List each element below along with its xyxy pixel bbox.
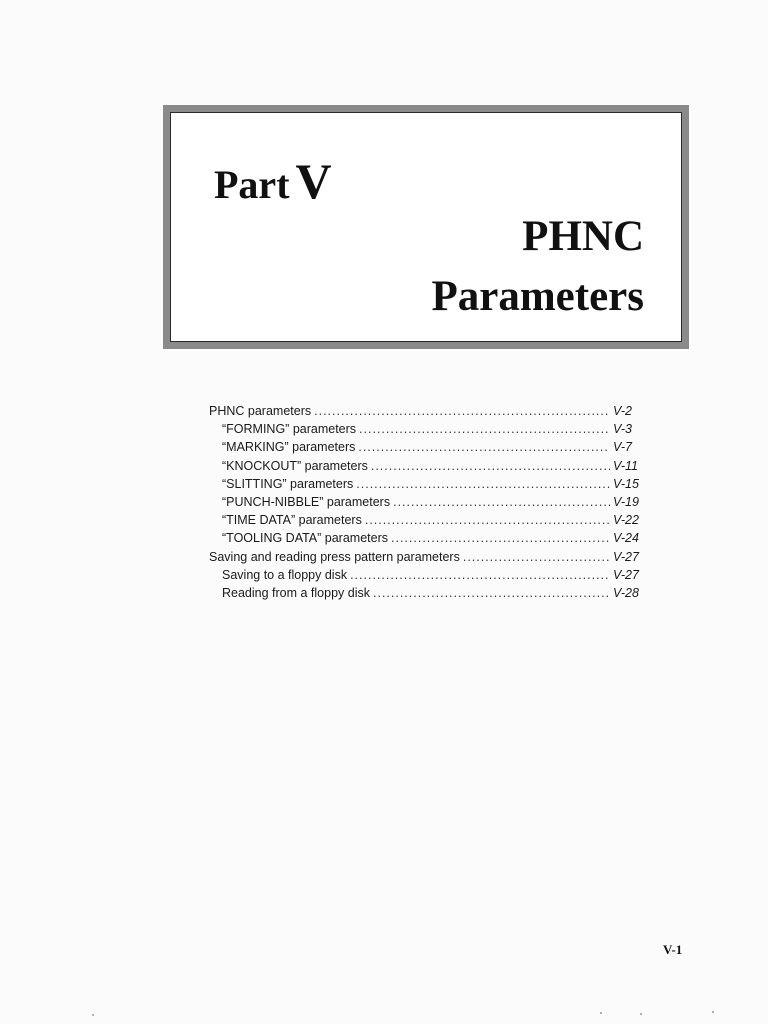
- part-title-line-1: PHNC: [522, 213, 644, 260]
- toc-leader-dots: [359, 420, 610, 438]
- toc-entry[interactable]: [209, 511, 641, 529]
- toc-entry-page: V-28: [613, 585, 639, 600]
- toc-entry-page: V-19: [613, 494, 639, 509]
- toc-entry-page: V-22: [613, 513, 639, 528]
- toc-entry-label: “TOOLING DATA” parameters: [222, 531, 389, 546]
- toc-entry-label: “SLITTING” parameters: [222, 476, 354, 491]
- toc-entry-page: V-7: [613, 440, 632, 455]
- toc-entry-page: V-11: [613, 458, 639, 473]
- toc-entry-page: V-27: [613, 549, 639, 564]
- part-title-box: [163, 105, 689, 349]
- toc-leader-dots: [314, 402, 610, 420]
- toc-entry-label: “MARKING” parameters: [222, 440, 356, 455]
- toc-leader-dots: [358, 438, 610, 456]
- scan-speck: [92, 1014, 94, 1016]
- scan-speck: [712, 1011, 714, 1013]
- toc-entry-label: Saving to a floppy disk: [222, 567, 348, 582]
- toc-entry[interactable]: [209, 457, 641, 475]
- toc-leader-dots: [365, 511, 610, 529]
- toc-entry[interactable]: [209, 566, 641, 584]
- toc-entry[interactable]: [209, 438, 641, 456]
- table-of-contents: [209, 402, 641, 602]
- toc-leader-dots: [393, 493, 610, 511]
- toc-entry[interactable]: [209, 493, 641, 511]
- toc-entry-page: V-3: [613, 422, 632, 437]
- toc-entry-label: Reading from a floppy disk: [222, 585, 370, 600]
- scan-speck: [640, 1013, 642, 1015]
- scan-speck: [600, 1012, 602, 1014]
- toc-entry-label: “FORMING” parameters: [222, 422, 357, 437]
- toc-entry-label: PHNC parameters: [209, 404, 312, 418]
- toc-entry-label: Saving and reading press pattern parameters: [209, 549, 460, 564]
- toc-entry-page: V-2: [613, 404, 632, 418]
- toc-entry-label: “PUNCH-NIBBLE” parameters: [222, 494, 391, 509]
- toc-leader-dots: [350, 566, 610, 584]
- toc-leader-dots: [371, 457, 610, 475]
- toc-leader-dots: [391, 529, 610, 547]
- part-number: V: [295, 153, 332, 209]
- part-title-line-2: Parameters: [431, 273, 644, 320]
- page-number: V-1: [663, 942, 683, 957]
- toc-entry[interactable]: [209, 584, 641, 602]
- toc-entry-page: V-27: [613, 567, 639, 582]
- toc-leader-dots: [463, 548, 610, 566]
- toc-entry-label: “KNOCKOUT” parameters: [222, 458, 368, 473]
- toc-leader-dots: [356, 475, 610, 493]
- toc-entry-label: “TIME DATA” parameters: [222, 513, 362, 528]
- part-heading: [214, 152, 332, 210]
- toc-entry[interactable]: [209, 548, 641, 566]
- toc-entry-page: V-15: [613, 476, 639, 491]
- part-word: Part: [214, 162, 290, 207]
- toc-entry[interactable]: [209, 402, 641, 420]
- toc-leader-dots: [373, 584, 610, 602]
- toc-entry[interactable]: [209, 475, 641, 493]
- toc-entry[interactable]: [209, 529, 641, 547]
- toc-entry[interactable]: [209, 420, 641, 438]
- toc-entry-page: V-24: [613, 531, 639, 546]
